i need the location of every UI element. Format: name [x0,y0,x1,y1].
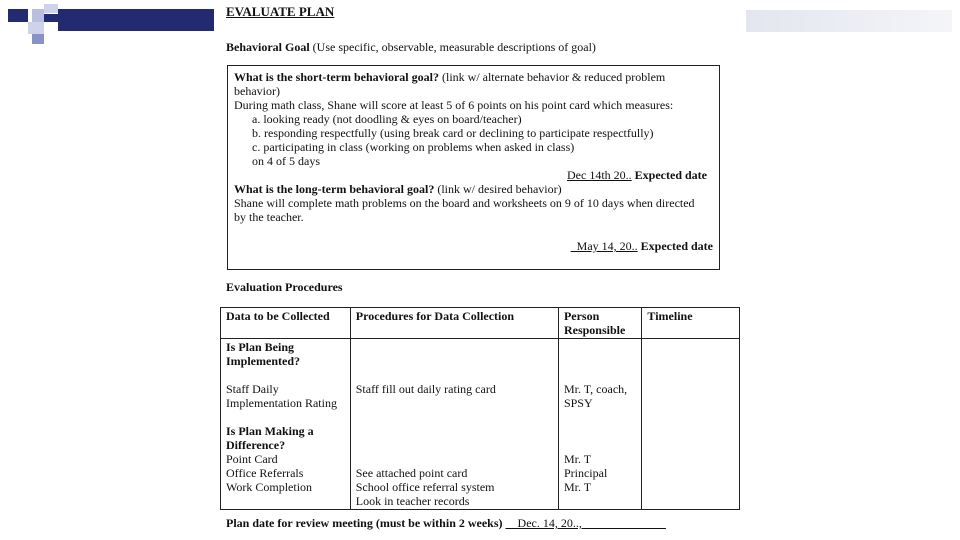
goal-item: a. looking ready (not doodling & eyes on board/teacher) [252,112,522,126]
data-item: Work Completion [226,480,313,494]
long-term-date: _May 14, 20.. [570,239,638,253]
table-header-row [221,308,740,339]
goal-item: c. participating in class (working on problems when asked in class) [252,140,575,154]
evaluation-table [220,307,740,510]
procedure-column-cell [350,339,558,510]
short-term-question-note: (link w/ alternate behavior & reduced problem [441,70,666,84]
data-item: Office Referrals [226,466,304,480]
difference-question: Is Plan Making a Difference? [226,424,314,452]
behavioral-goal-label: Behavioral Goal [226,40,310,54]
data-column-cell [221,339,351,510]
person-column-cell [558,339,641,510]
goal-item: b. responding respectfully (using break card or declining to participate respectfully) [252,126,654,140]
person-item: Mr. T [563,480,592,494]
implemented-question: Is Plan Being Implemented? [226,340,300,368]
person-item: Mr. T [563,452,592,466]
evaluation-procedures-heading: Evaluation Procedures [226,280,343,294]
person-item: Mr. T, coach, SPSY [563,382,628,410]
long-term-question-note: (link w/ desired behavior) [437,182,562,196]
expected-date-label-2: Expected date [640,239,713,253]
header-data-collected: Data to be Collected [221,308,351,339]
review-meeting-date: __Dec. 14, 20..,______________ [505,516,666,530]
short-term-question [234,70,665,84]
long-term-question [234,182,562,196]
data-item: Staff Daily Implementation Rating [226,382,337,410]
header-procedures: Procedures for Data Collection [350,308,558,339]
procedure-item: Staff fill out daily rating card [355,382,496,396]
procedure-item: School office referral system [355,480,495,494]
long-term-description: Shane will complete math problems on the board and worksheets on 9 of 10 days when directed [234,196,695,210]
header-bar-right [746,10,952,32]
long-term-expected-date [571,239,713,253]
short-term-expected-date [567,168,707,182]
goal-box [227,65,720,270]
procedure-item: Look in teacher records [355,494,470,508]
long-term-question-text: What is the long-term behavioral goal? [234,182,435,196]
expected-date-label: Expected date [634,168,707,182]
short-term-date: Dec 14th 20.. [567,168,632,182]
goal-frequency: on 4 of 5 days [252,154,320,168]
behavioral-goal-heading [226,40,596,54]
review-meeting-label: Plan date for review meeting (must be within 2 weeks) [226,516,503,530]
header-timeline: Timeline [642,308,740,339]
short-term-description: During math class, Shane will score at least 5 of 6 points on his point card which measures: [234,98,674,112]
long-term-description-2: by the teacher. [234,210,304,224]
review-meeting-line [226,516,666,530]
behavioral-goal-note: (Use specific, observable, measurable descriptions of goal) [312,40,596,54]
header-bar [58,9,214,31]
short-term-question-text: What is the short-term behavioral goal? [234,70,439,84]
page-title: EVALUATE PLAN [226,4,335,19]
timeline-column-cell [642,339,740,510]
data-item: Point Card [226,452,278,466]
short-term-question-note2: behavior) [234,84,280,98]
header-person-responsible: Person Responsible [558,308,641,339]
procedure-item: See attached point card [355,466,468,480]
table-row [221,339,740,510]
person-item: Principal [563,466,608,480]
